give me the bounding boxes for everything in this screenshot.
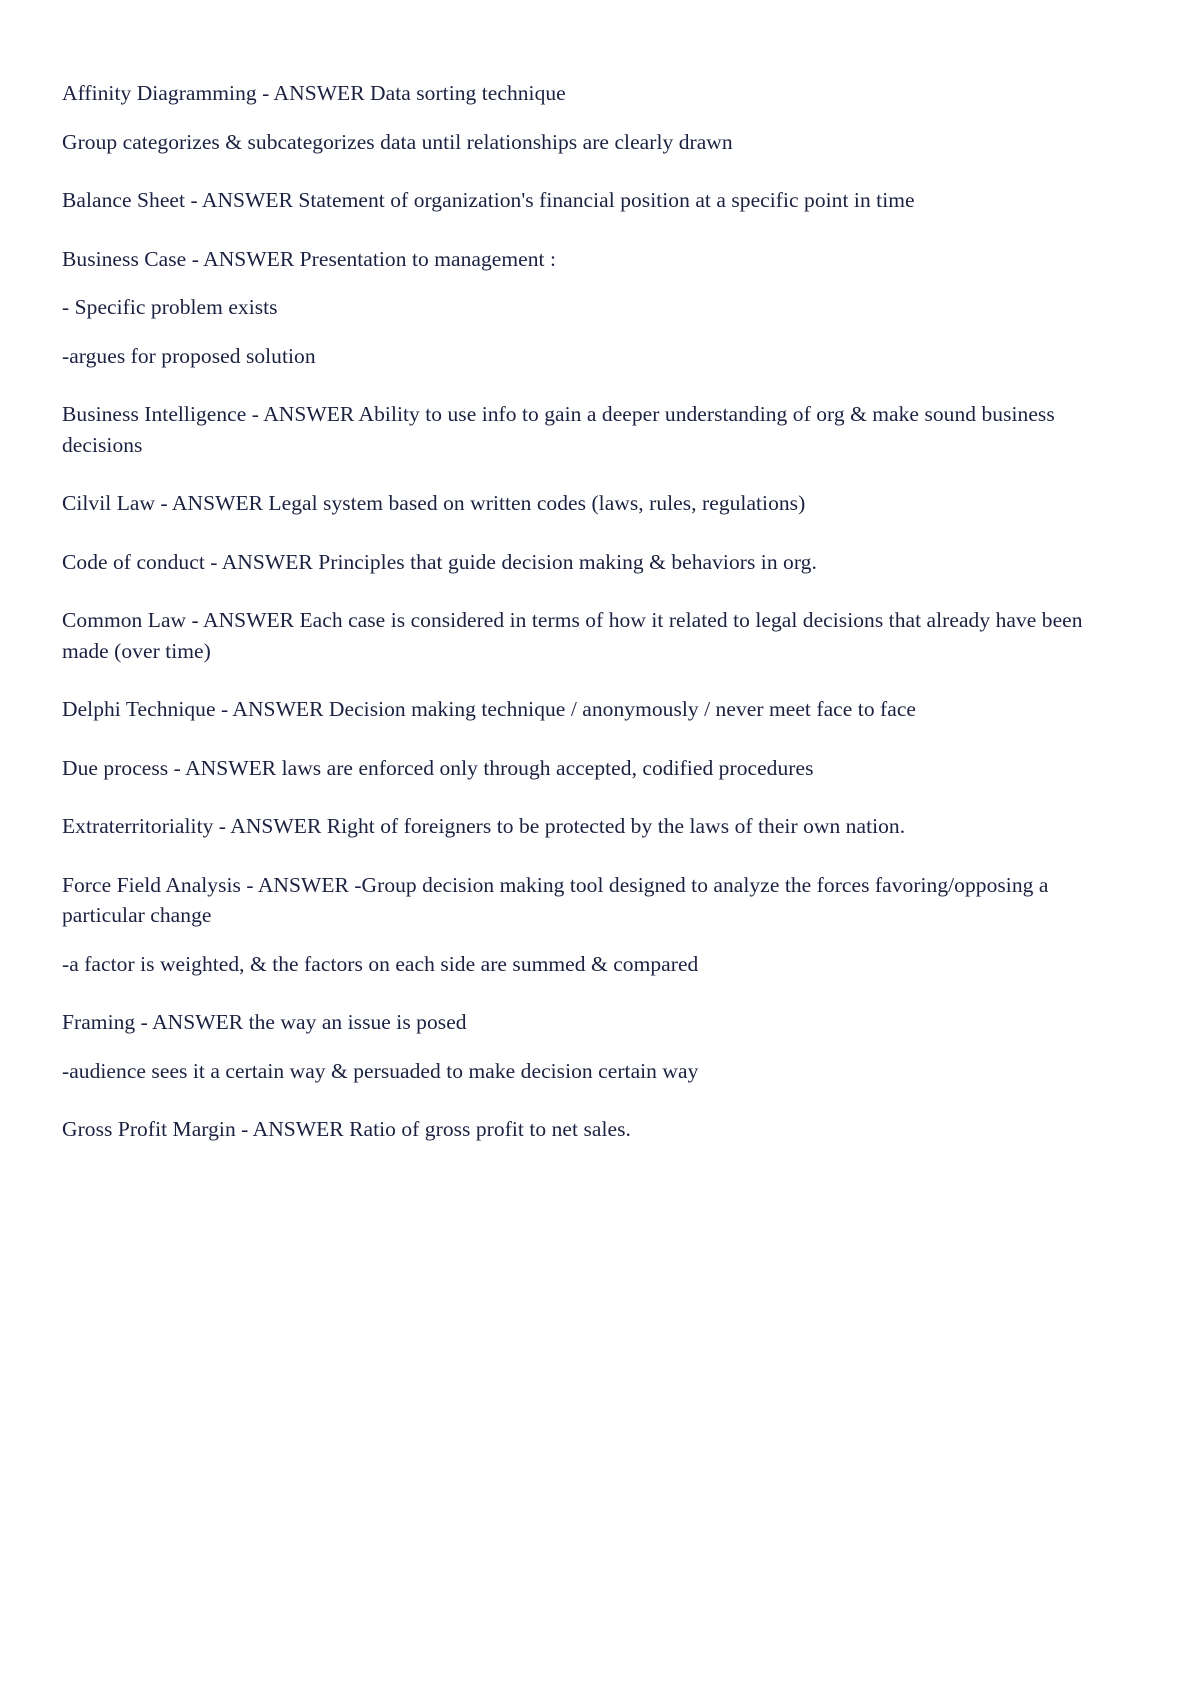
entry-line: Force Field Analysis - ANSWER -Group decision making tool designed to analyze the forces favoring/opposing a particular change — [62, 872, 1049, 928]
entry-line: -argues for proposed solution — [62, 343, 316, 368]
entry-line: Delphi Technique - ANSWER Decision making technique / anonymously / never meet face to face — [62, 697, 917, 722]
entry-line: Due process - ANSWER laws are enforced only through accepted, codified procedures — [62, 755, 814, 780]
study-guide-content — [62, 78, 1083, 1145]
entry-line: Framing - ANSWER the way an issue is posed — [62, 1010, 467, 1035]
glossary-entry — [62, 78, 1083, 157]
entry-line: Cilvil Law - ANSWER Legal system based on written codes (laws, rules, regulations) — [62, 491, 806, 516]
glossary-entry — [62, 185, 1083, 216]
glossary-entry — [62, 1007, 1083, 1086]
entry-line: Balance Sheet - ANSWER Statement of organization's financial position at a specific point in time — [62, 188, 915, 213]
glossary-entry — [62, 694, 1083, 725]
entry-line: Business Intelligence - ANSWER Ability to use info to gain a deeper understanding of org & make sound business decisions — [62, 402, 1055, 457]
glossary-entry — [62, 870, 1083, 980]
entry-line: Affinity Diagramming - ANSWER Data sorting technique — [62, 81, 566, 105]
glossary-entry — [62, 244, 1083, 372]
entry-line: Business Case - ANSWER Presentation to management : — [62, 246, 556, 271]
glossary-entry — [62, 811, 1083, 842]
entry-line: -audience sees it a certain way & persuaded to make decision certain way — [62, 1058, 699, 1083]
glossary-entry — [62, 547, 1083, 578]
entry-line: Group categorizes & subcategorizes data until relationships are clearly drawn — [62, 129, 733, 154]
glossary-entry — [62, 605, 1083, 666]
entry-line: Gross Profit Margin - ANSWER Ratio of gross profit to net sales. — [62, 1117, 631, 1142]
entry-line: Common Law - ANSWER Each case is considered in terms of how it related to legal decisions that already have been made (over time) — [62, 608, 1083, 663]
entry-line: Extraterritoriality - ANSWER Right of foreigners to be protected by the laws of their own nation. — [62, 814, 906, 839]
glossary-entry — [62, 753, 1083, 784]
glossary-entry — [62, 1114, 1083, 1145]
entry-line: - Specific problem exists — [62, 295, 278, 320]
entry-line: -a factor is weighted, & the factors on each side are summed & compared — [62, 951, 699, 976]
entry-line: Code of conduct - ANSWER Principles that guide decision making & behaviors in org. — [62, 549, 817, 574]
glossary-entry — [62, 399, 1083, 460]
glossary-entry — [62, 488, 1083, 519]
